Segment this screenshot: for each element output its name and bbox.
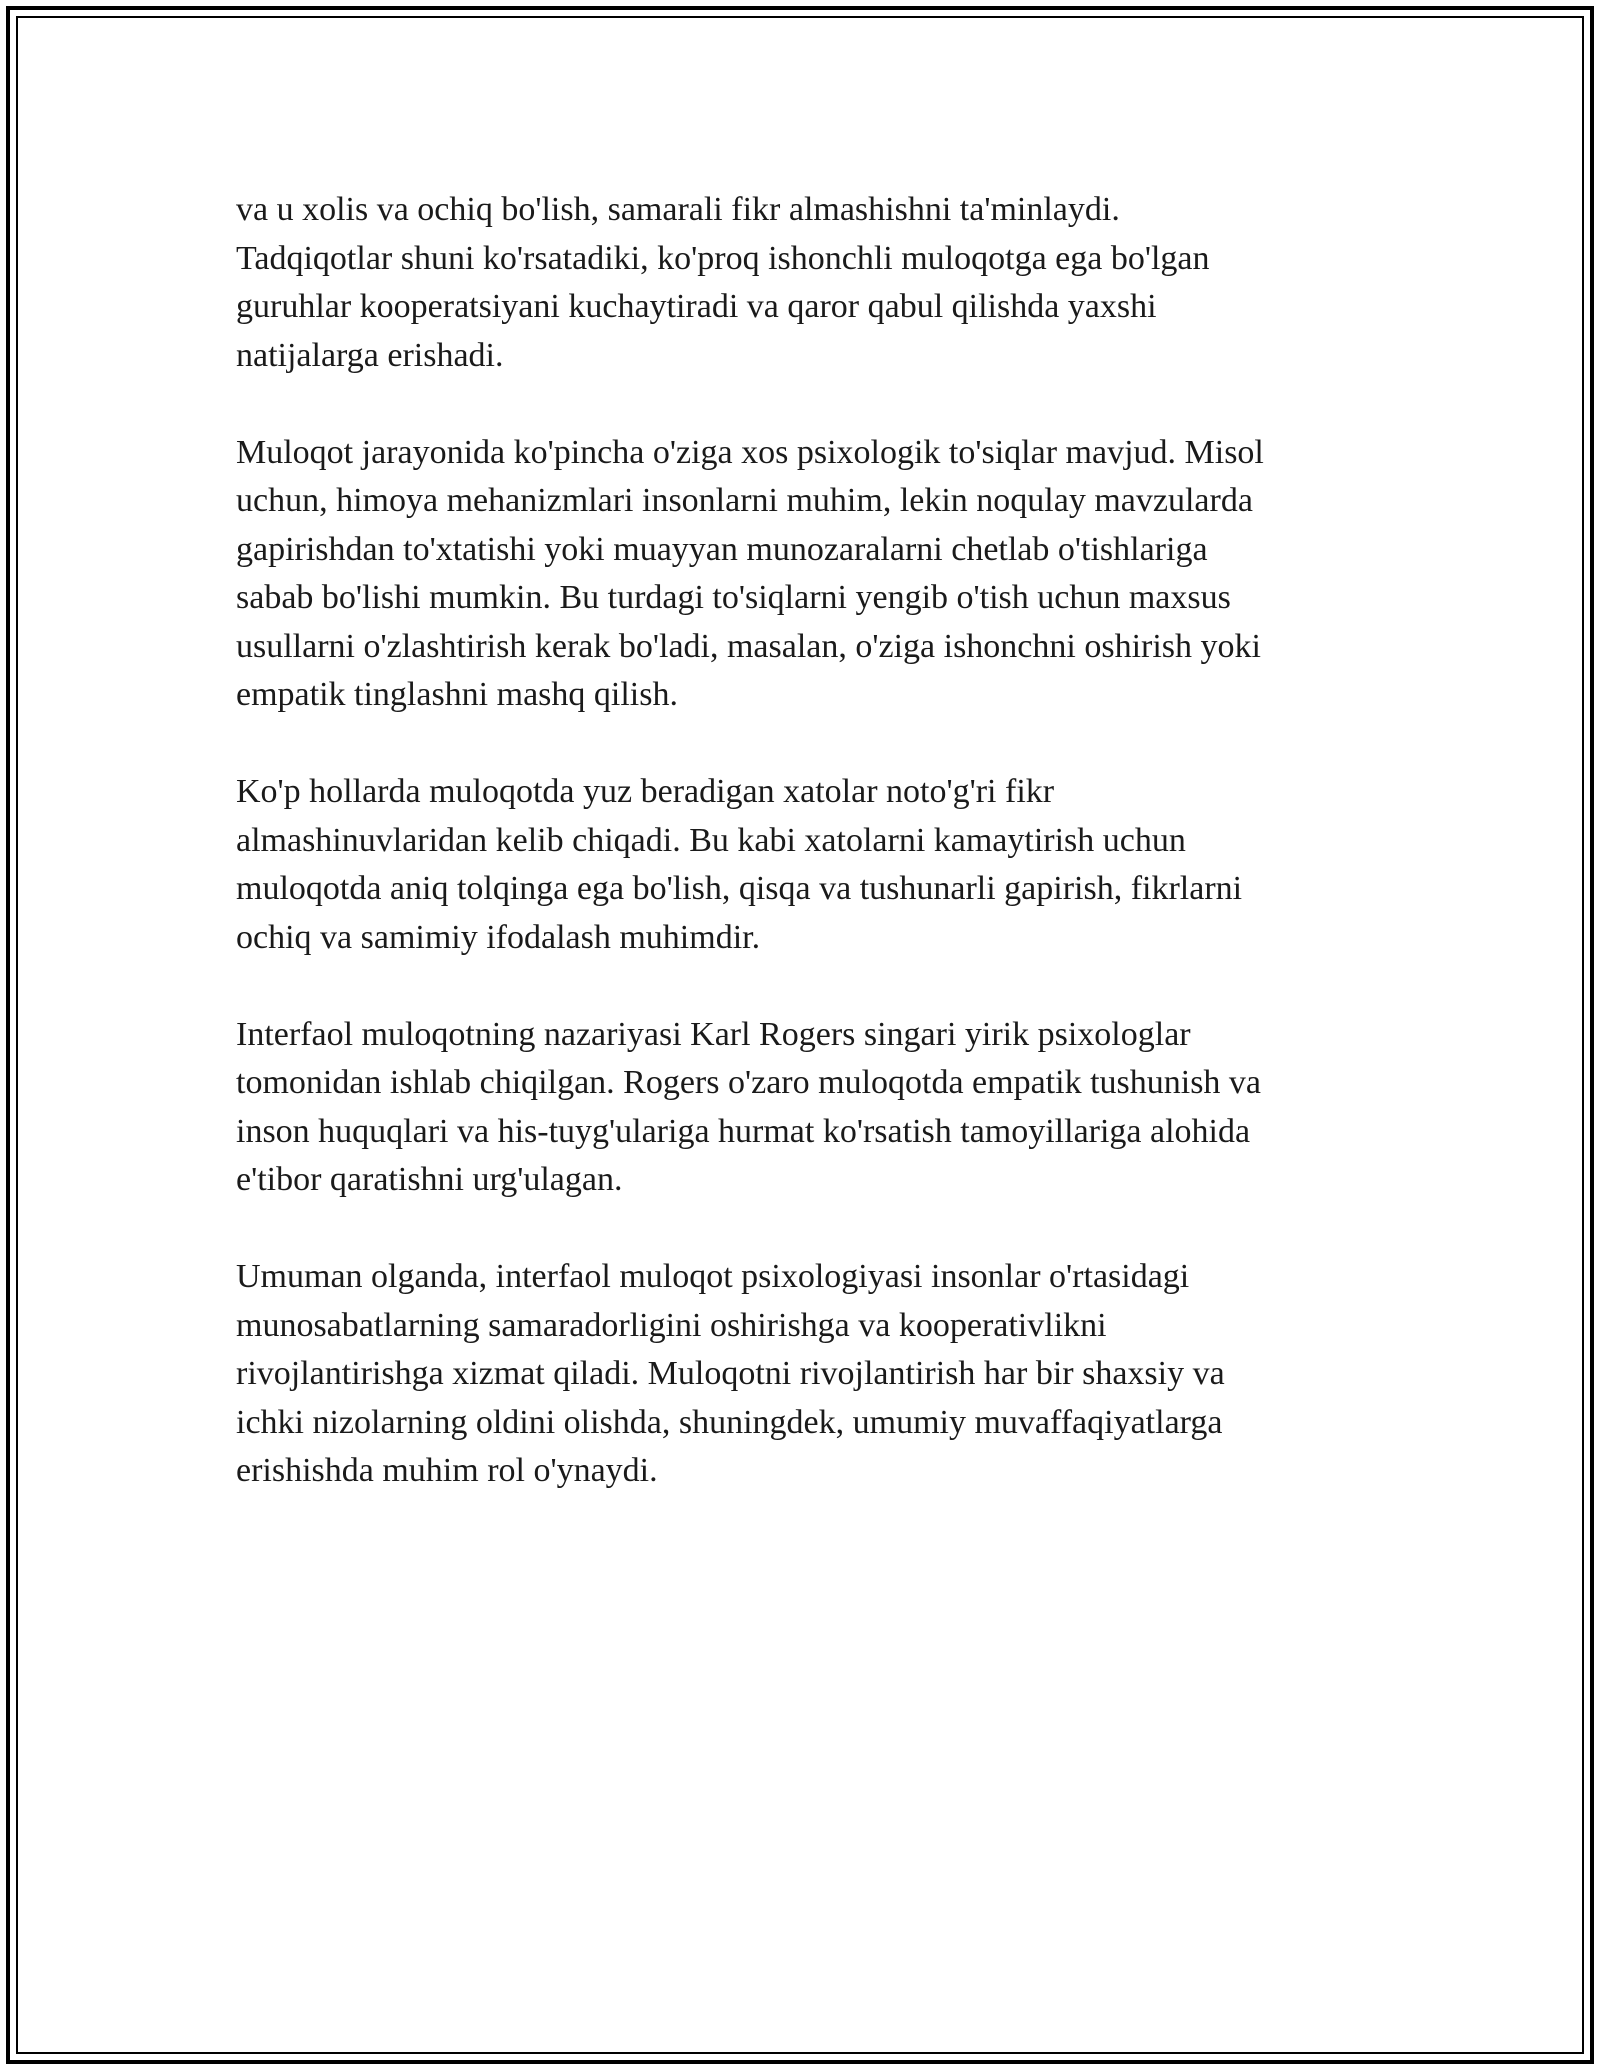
document-body — [236, 186, 1366, 1496]
paragraph-4: Interfaol muloqotning nazariyasi Karl Rogers singari yirik psixologlar tomonidan ishlab chiqilgan. Rogers o'zaro muloqotda empatik tushunish va inson huquqlari va his-tuyg'ulariga hurmat ko'rsatish tamoyillariga alohida e'tibor qaratishni urg'ulagan. — [236, 1015, 1262, 1198]
paragraph-3: Ko'p hollarda muloqotda yuz beradigan xatolar noto'g'ri fikr almashinuvlaridan kelib chiqadi. Bu kabi xatolarni kamaytirish uchun muloqotda aniq tolqinga ega bo'lish, qisqa va tushunarli gapirish, fikrlarni ochiq va samimiy ifodalash muhimdir. — [236, 773, 1243, 956]
paragraph-5: Umuman olganda, interfaol muloqot psixologiyasi insonlar o'rtasidagi munosabatlarning samaradorligini oshirishga va kooperativlikni rivojlantirishga xizmat qiladi. Muloqotni rivojlantirish har bir shaxsiy va ichki nizolarning oldini olishda, shuningdek, umumiy muvaffaqiyatlarga erishishda muhim rol o'ynaydi. — [236, 1258, 1225, 1489]
paragraph-1: va u xolis va ochiq bo'lish, samarali fikr almashishni ta'minlaydi. Tadqiqotlar shuni ko'rsatadiki, ko'proq ishonchli muloqotga ega bo'lgan guruhlar kooperatsiyani kuchaytiradi va qaror qabul qilishda yaxshi natijalarga erishadi. — [236, 191, 1210, 374]
paragraph-2: Muloqot jarayonida ko'pincha o'ziga xos psixologik to'siqlar mavjud. Misol uchun, himoya mehanizmlari insonlarni muhim, lekin noqulay mavzularda gapirishdan to'xtatishi yoki muayyan munozaralarni chetlab o'tishlariga sabab bo'lishi mumkin. Bu turdagi to'siqlarni yengib o'tish uchun maxsus usullarni o'zlashtirish kerak bo'ladi, masalan, o'ziga ishonchni oshirish yoki empatik tinglashni mashq qilish. — [236, 433, 1264, 713]
